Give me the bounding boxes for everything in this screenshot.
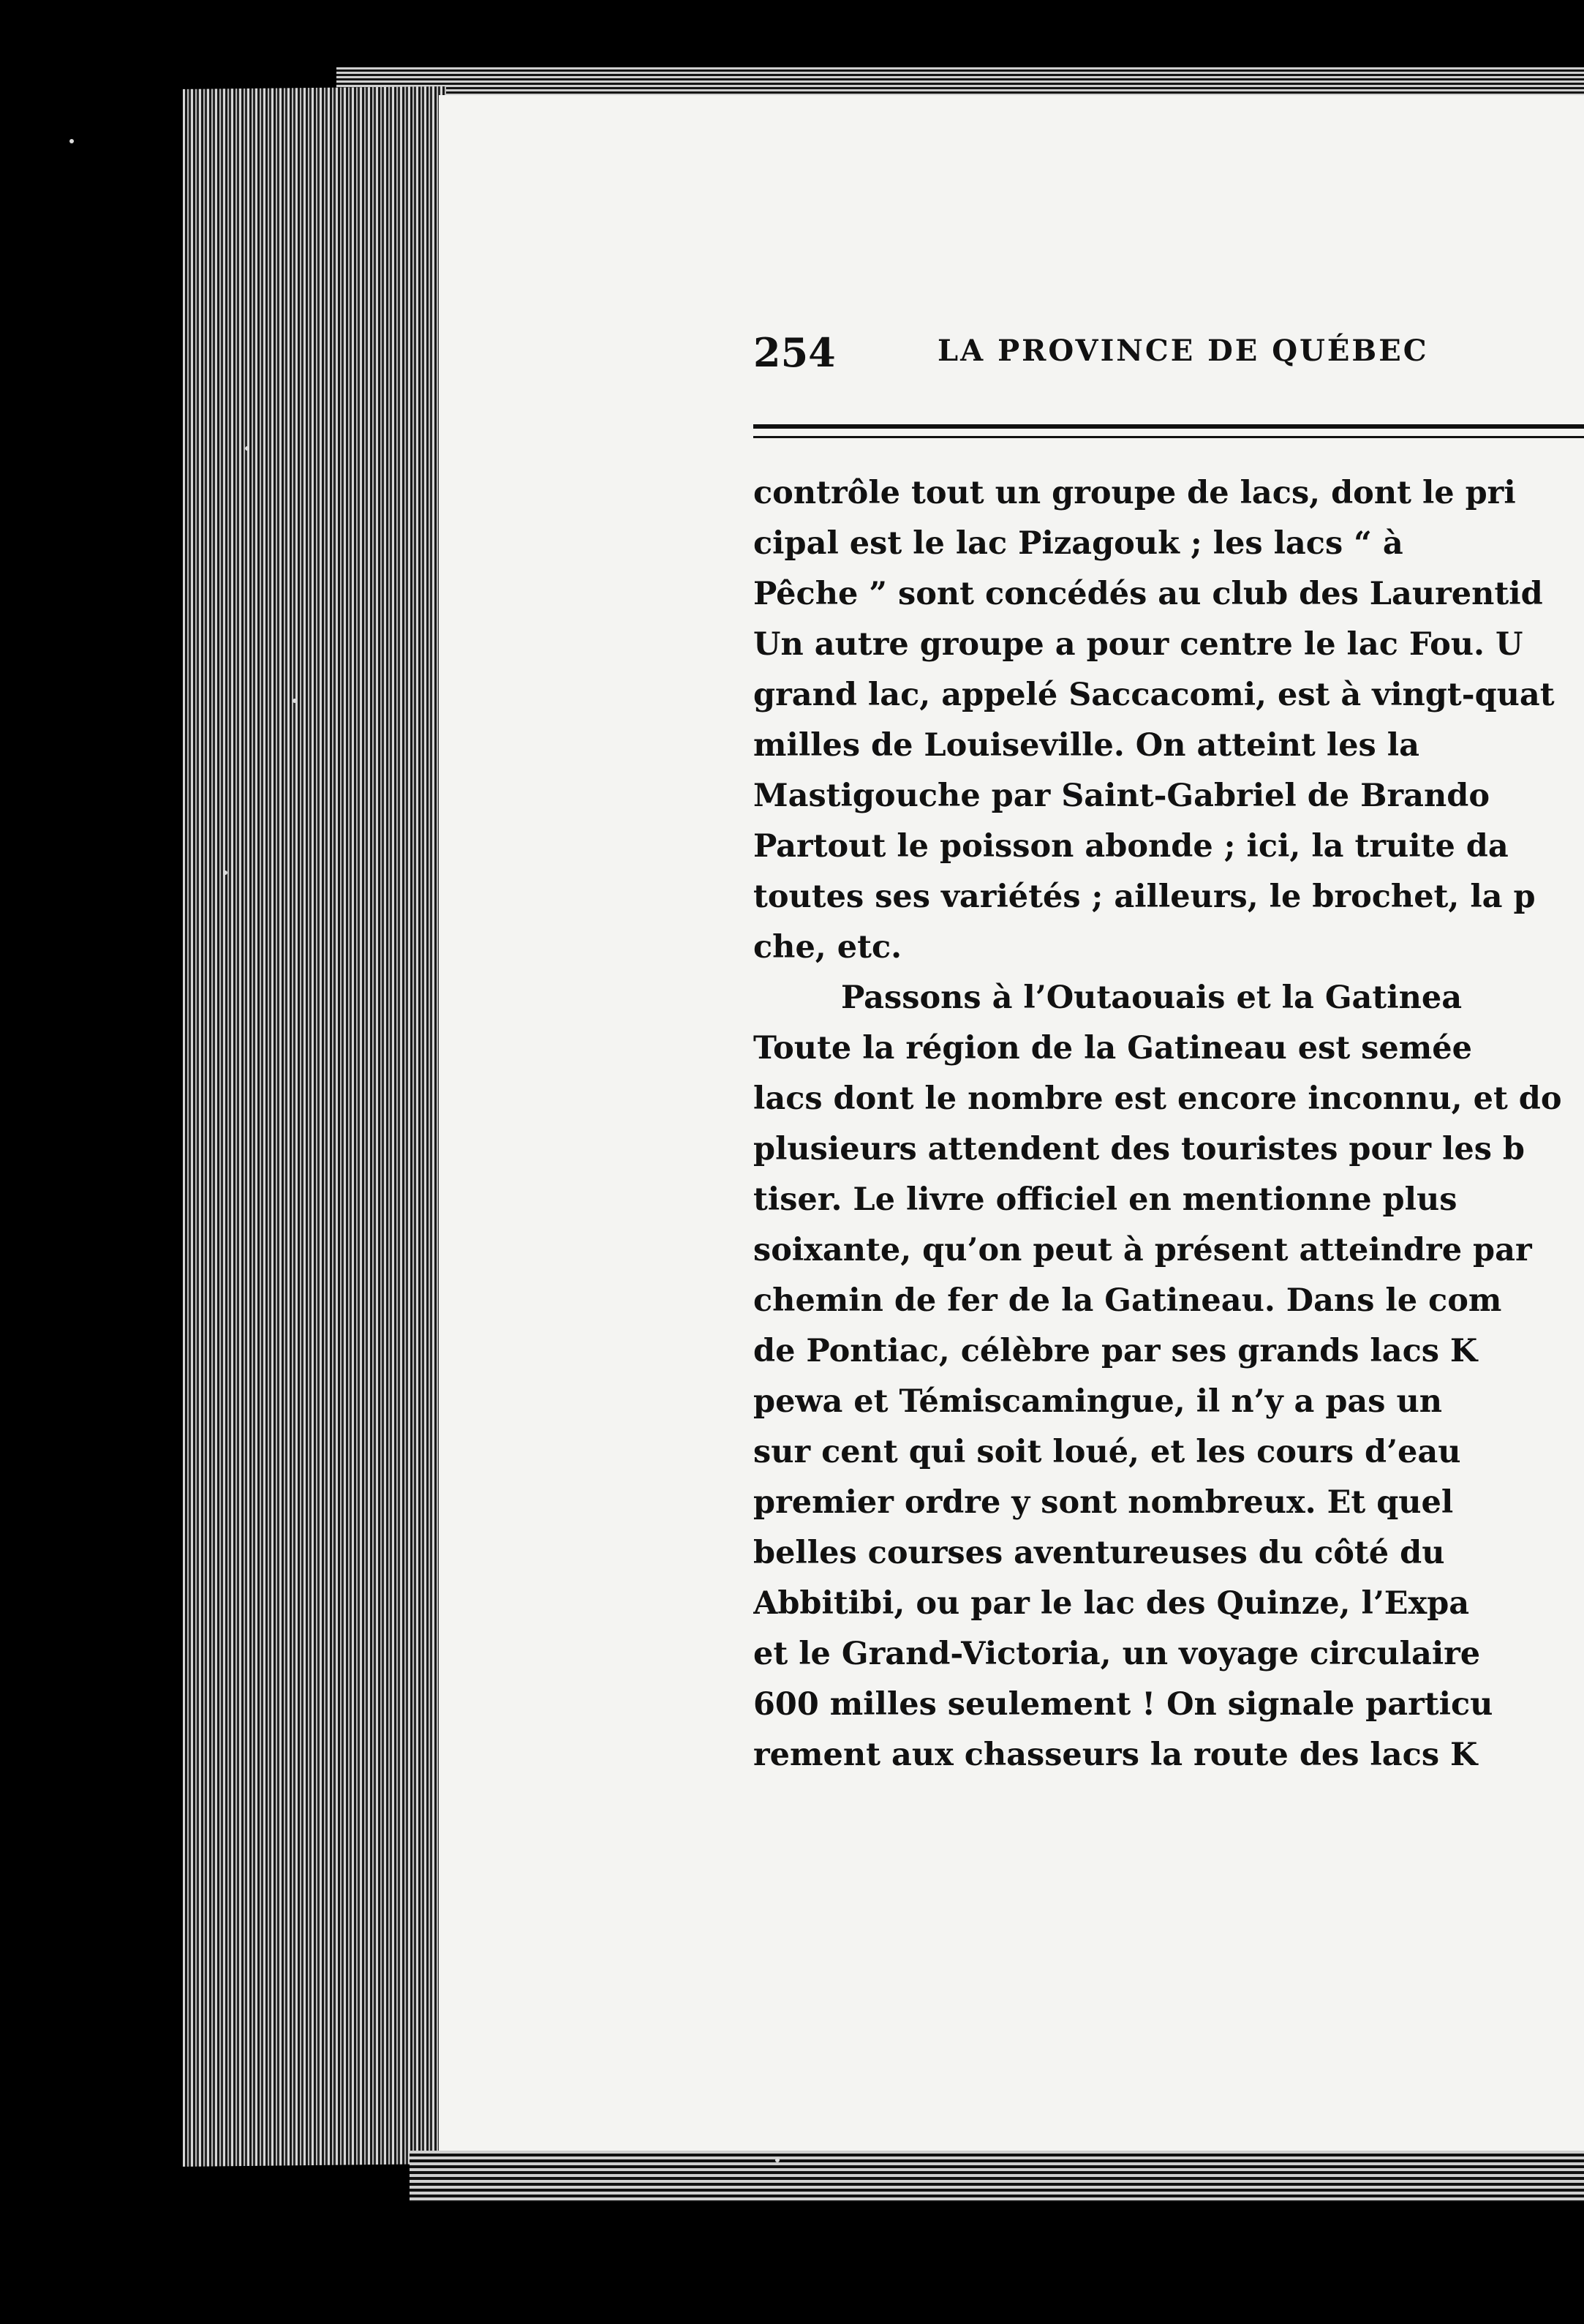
text-line: cipal est le lac Pizagouk ; les lacs “ à xyxy=(753,525,1403,562)
speck xyxy=(293,699,297,703)
text-line: milles de Louiseville. On atteint les la xyxy=(753,727,1419,764)
speck xyxy=(223,870,227,875)
speck xyxy=(775,2158,780,2162)
text-line: lacs dont le nombre est encore inconnu, et do xyxy=(753,1080,1562,1117)
text-line: et le Grand-Victoria, un voyage circulaire xyxy=(753,1636,1481,1672)
text-line: premier ordre y sont nombreux. Et quel xyxy=(753,1484,1454,1521)
header-rule-thick xyxy=(753,424,1584,429)
text-line: che, etc. xyxy=(753,929,902,966)
text-line: plusieurs attendent des touristes pour les b xyxy=(753,1131,1525,1167)
text-line: Mastigouche par Saint-Gabriel de Brando xyxy=(753,778,1490,814)
text-line: Toute la région de la Gatineau est semée xyxy=(753,1030,1472,1067)
page-side-edges xyxy=(183,86,446,2167)
text-line: toutes ses variétés ; ailleurs, le brochet, la p xyxy=(753,879,1536,915)
text-line: soixante, qu’on peut à présent atteindre par xyxy=(753,1232,1532,1268)
page-number: 254 xyxy=(753,329,836,376)
body-text xyxy=(753,468,1584,1780)
running-title: LA PROVINCE DE QUÉBEC xyxy=(938,334,1429,368)
speck xyxy=(245,446,249,451)
text-line: rement aux chasseurs la route des lacs K xyxy=(753,1737,1478,1773)
text-line: 600 milles seulement ! On signale particu xyxy=(753,1686,1493,1723)
text-line: pewa et Témiscamingue, il n’y a pas un xyxy=(753,1383,1442,1420)
text-line: Partout le poisson abonde ; ici, la truite da xyxy=(753,828,1509,865)
text-line: Pêche ” sont concédés au club des Laurentid xyxy=(753,576,1543,612)
text-line: contrôle tout un groupe de lacs, dont le pri xyxy=(753,475,1516,511)
text-line: Un autre groupe a pour centre le lac Fou. U xyxy=(753,626,1523,663)
text-line-paragraph-start: Passons à l’Outaouais et la Gatinea xyxy=(841,979,1463,1016)
text-line: sur cent qui soit loué, et les cours d’eau xyxy=(753,1434,1461,1470)
running-head xyxy=(753,329,1584,388)
text-line: belles courses aventureuses du côté du xyxy=(753,1535,1445,1571)
text-line: de Pontiac, célèbre par ses grands lacs K xyxy=(753,1333,1478,1369)
header-rule-thin xyxy=(753,436,1584,438)
text-line: grand lac, appelé Saccacomi, est à vingt-quat xyxy=(753,677,1555,713)
page-top-edges xyxy=(336,67,1584,97)
text-line: tiser. Le livre officiel en mentionne plus xyxy=(753,1181,1457,1218)
page-bottom-edges xyxy=(410,2151,1584,2202)
text-line: chemin de fer de la Gatineau. Dans le com xyxy=(753,1282,1502,1319)
text-line: Abbitibi, ou par le lac des Quinze, l’Expa xyxy=(753,1585,1470,1622)
speck xyxy=(69,139,74,143)
